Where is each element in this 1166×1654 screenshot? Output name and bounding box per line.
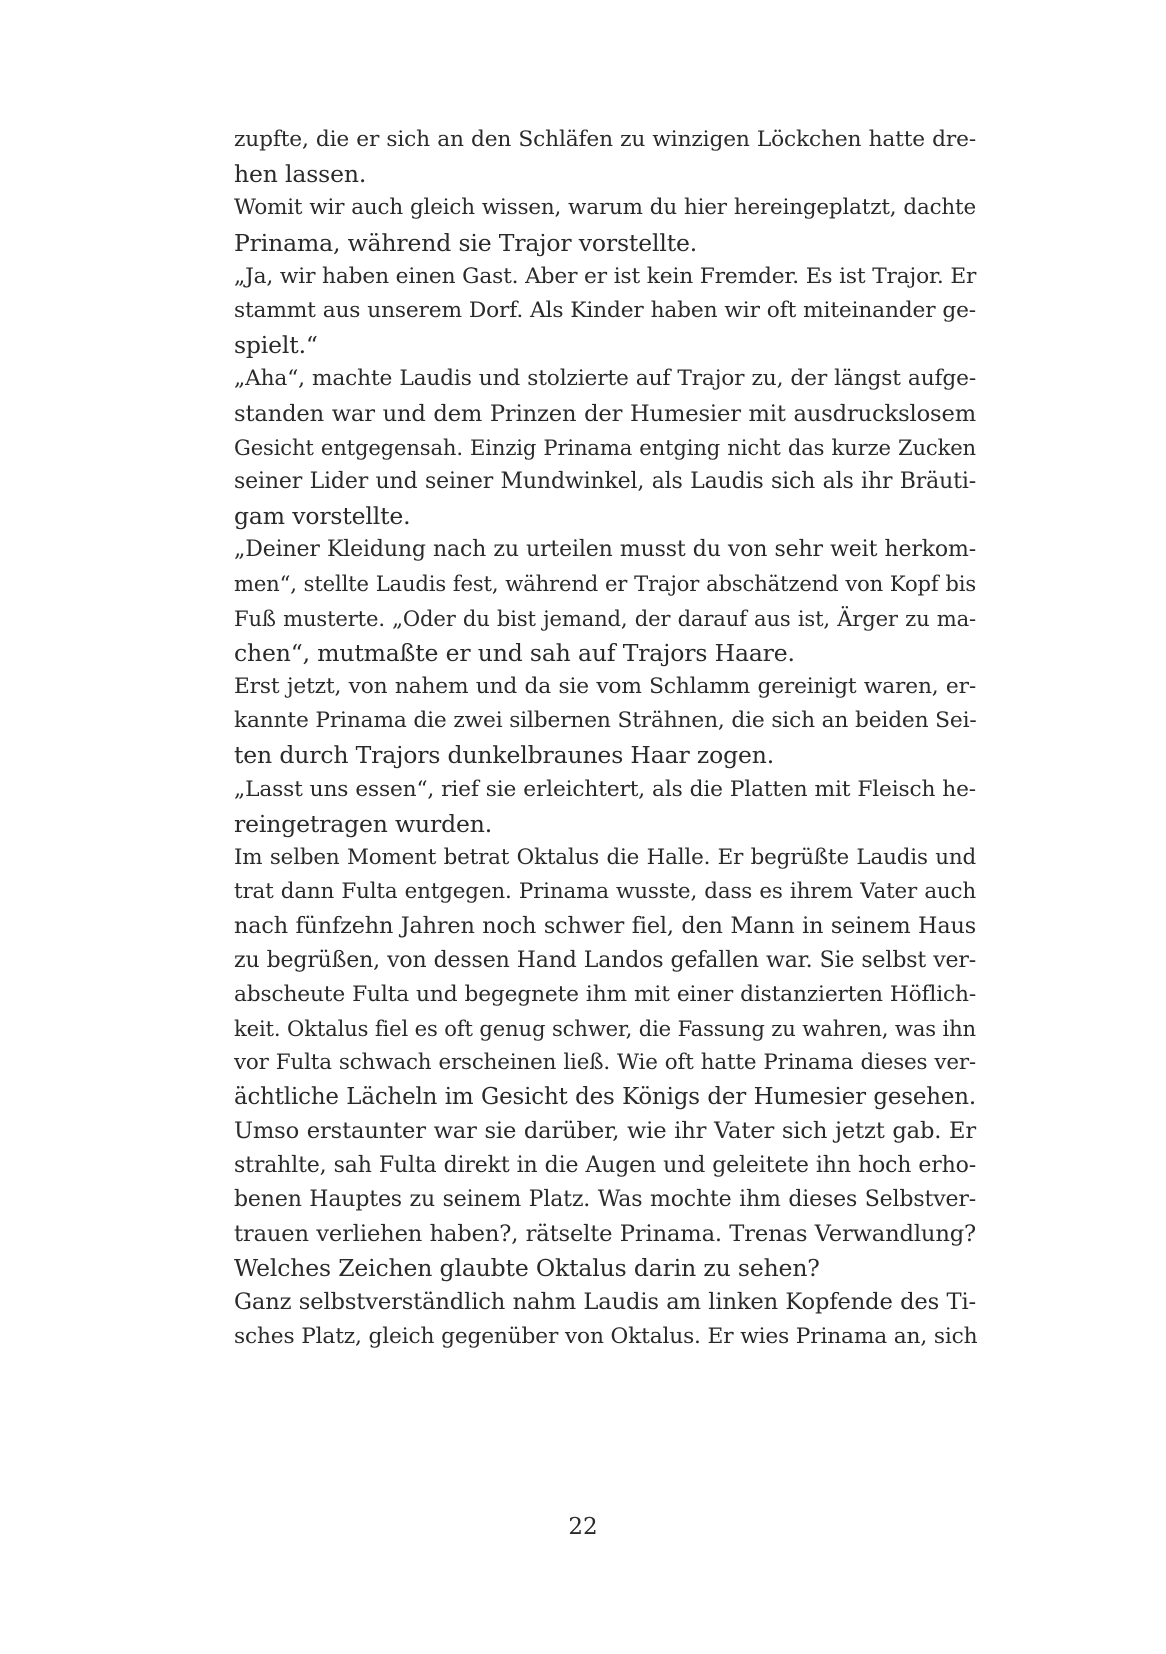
text-line: Gesicht entgegensah. Einzig Prinama entging nicht das kurze Zucken (234, 434, 976, 460)
text-line: Womit wir auch gleich wissen, warum du hier hereingeplatzt, dachte (234, 195, 976, 221)
text-line: keit. Oktalus fiel es oft genug schwer, die Fassung zu wahren, was ihn (234, 1015, 976, 1041)
text-line: trauen verliehen haben?, rätselte Prinama. Trenas Verwandlung? (234, 1221, 976, 1247)
text-line: reingetragen wurden. (234, 809, 493, 838)
text-line: „Deiner Kleidung nach zu urteilen musst du von sehr weit herkom- (234, 537, 976, 563)
text-line: sches Platz, gleich gegenüber von Oktalus. Er wies Prinama an, sich (234, 1323, 978, 1349)
text-line: ächtliche Lächeln im Gesicht des Königs der Humesier gesehen. (234, 1084, 976, 1111)
text-line: nach fünfzehn Jahren noch schwer fiel, den Mann in seinem Haus (234, 913, 976, 940)
text-line: kannte Prinama die zwei silbernen Strähnen, die sich an beiden Sei- (234, 708, 977, 734)
page-number: 22 (568, 1514, 598, 1540)
text-line: vor Fulta schwach erscheinen ließ. Wie oft hatte Prinama dieses ver- (234, 1050, 976, 1076)
text-line: seiner Lider und seiner Mundwinkel, als Laudis sich als ihr Bräuti- (234, 468, 976, 494)
text-line: Fuß musterte. „Oder du bist jemand, der darauf aus ist, Ärger zu ma- (234, 605, 976, 631)
text-line: spielt.“ (234, 331, 318, 360)
text-line: ten durch Trajors dunkelbraunes Haar zogen. (234, 741, 775, 770)
text-line: gam vorstellte. (234, 502, 411, 531)
text-line: „Aha“, machte Laudis und stolzierte auf Trajor zu, der längst aufge- (234, 366, 976, 392)
text-line: zu begrüßen, von dessen Hand Landos gefallen war. Sie selbst ver- (234, 947, 976, 973)
text-line: chen“, mutmaßte er und sah auf Trajors Haare. (234, 638, 795, 667)
text-line: hen lassen. (234, 160, 367, 189)
text-line: standen war und dem Prinzen der Humesier mit ausdruckslosem (234, 400, 976, 427)
text-line: strahlte, sah Fulta direkt in die Augen und geleitete ihn hoch erho- (234, 1152, 976, 1178)
text-line: Im selben Moment betrat Oktalus die Halle. Er begrüßte Laudis und (234, 844, 976, 870)
text-line: benen Hauptes zu seinem Platz. Was mochte ihm dieses Selbstver- (234, 1186, 976, 1212)
text-line: Umso erstaunter war sie darüber, wie ihr Vater sich jetzt gab. Er (234, 1118, 976, 1145)
text-line: Welches Zeichen glaubte Oktalus darin zu sehen? (234, 1254, 820, 1283)
text-line: men“, stellte Laudis fest, während er Trajor abschätzend von Kopf bis (234, 571, 976, 597)
text-line: „Lasst uns essen“, rief sie erleichtert, als die Platten mit Fleisch he- (234, 776, 976, 802)
body-text (234, 123, 976, 1354)
text-line: trat dann Fulta entgegen. Prinama wusste, dass es ihrem Vater auch (234, 879, 976, 905)
text-line: Prinama, während sie Trajor vorstellte. (234, 228, 698, 257)
text-line: stammt aus unserem Dorf. Als Kinder haben wir oft miteinander ge- (234, 297, 976, 323)
text-line: Ganz selbstverständlich nahm Laudis am linken Kopfende des Ti- (234, 1289, 976, 1316)
text-line: Erst jetzt, von nahem und da sie vom Schlamm gereinigt waren, er- (234, 674, 976, 699)
text-line: abscheute Fulta und begegnete ihm mit einer distanzierten Höflich- (234, 981, 976, 1007)
text-line: zupfte, die er sich an den Schläfen zu winzigen Löckchen hatte dre- (234, 127, 976, 152)
text-line: „Ja, wir haben einen Gast. Aber er ist kein Fremder. Es ist Trajor. Er (234, 263, 977, 289)
